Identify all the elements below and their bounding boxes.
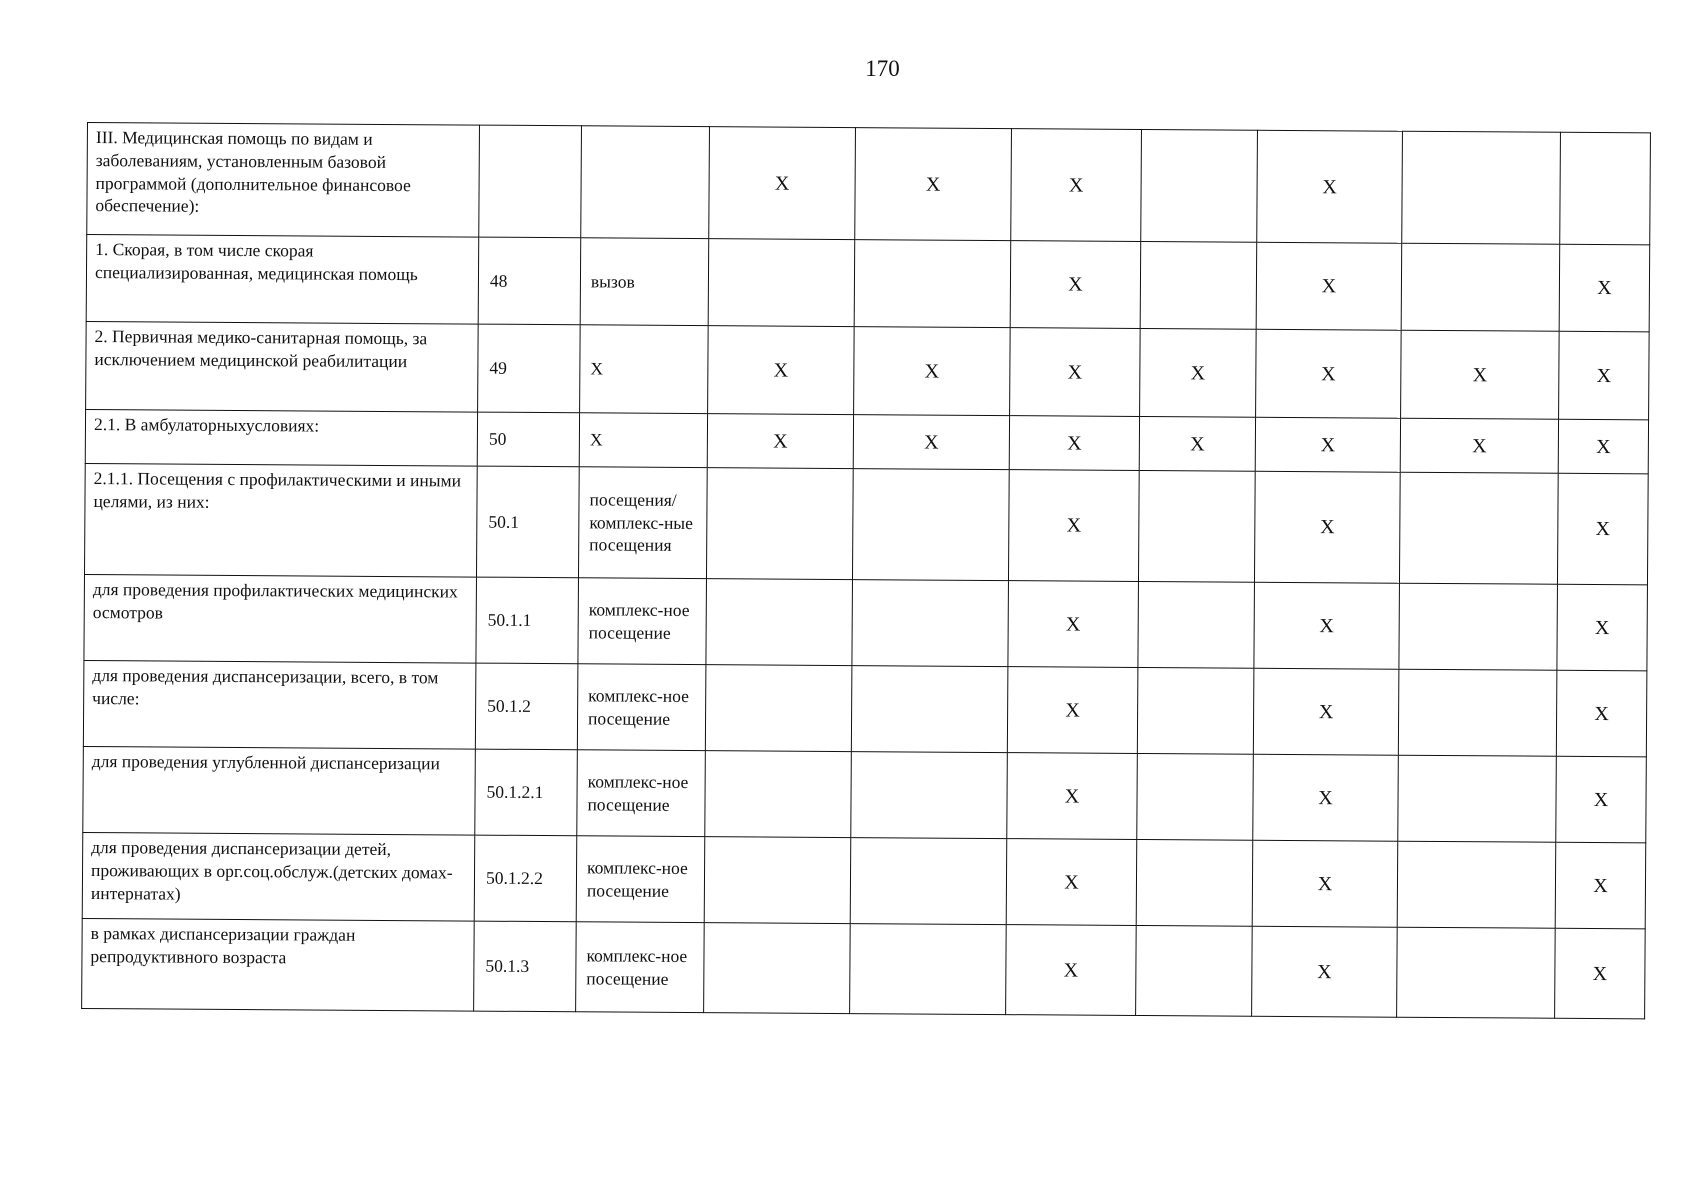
page-number: 170	[865, 56, 900, 81]
mark-cell: Х	[1254, 582, 1400, 669]
mark-cell: Х	[1401, 330, 1560, 419]
row-unit-cell: вызов	[580, 238, 709, 326]
row-name-cell: в рамках диспансеризации граждан репродуктивного возраста	[82, 918, 475, 1011]
mark-cell: Х	[1006, 839, 1137, 926]
row-code-cell: 50.1	[476, 466, 579, 578]
row-unit-cell: комплекс-ное посещение	[576, 836, 705, 923]
row-name-cell: для проведения диспансеризации, всего, в том числе:	[83, 660, 476, 749]
mark-cell	[1560, 132, 1651, 245]
table-row	[86, 321, 1650, 419]
row-unit-cell: комплекс-ное посещение	[578, 578, 707, 665]
row-code-cell: 48	[478, 237, 581, 325]
mark-cell: Х	[1557, 584, 1648, 671]
mark-cell	[706, 579, 853, 666]
mark-cell	[704, 923, 851, 1014]
mark-cell: Х	[707, 414, 853, 469]
mark-cell	[1401, 243, 1560, 331]
row-unit-cell: комплекс-ное посещение	[577, 664, 706, 751]
mark-cell	[852, 469, 1009, 581]
table-row	[86, 235, 1650, 332]
mark-cell: Х	[1011, 129, 1142, 242]
row-unit-cell: комплекс-ное посещение	[577, 750, 706, 837]
mark-cell	[1397, 927, 1556, 1018]
table-row	[82, 832, 1646, 928]
row-name-cell: III. Медицинская помощь по видам и заболеваниям, установленным базовой программой (дополнительное финансовое обеспечение):	[87, 123, 480, 238]
mark-cell	[1136, 925, 1253, 1016]
mark-cell: Х	[1252, 926, 1398, 1017]
table-row	[83, 746, 1647, 842]
mark-cell	[1138, 470, 1255, 582]
mark-cell	[851, 752, 1008, 839]
mark-cell: Х	[1008, 470, 1139, 582]
mark-cell: Х	[1007, 667, 1138, 754]
row-code-cell: 49	[478, 324, 581, 413]
mark-cell: Х	[1255, 417, 1400, 472]
mark-cell: Х	[708, 326, 855, 415]
mark-cell: Х	[1555, 842, 1646, 929]
row-unit-cell: комплекс-ное посещение	[576, 922, 705, 1013]
row-name-cell: 2.1. В амбулаторныхусловиях:	[85, 409, 477, 466]
mark-cell: Х	[1010, 328, 1141, 417]
row-name-cell: для проведения диспансеризации детей, проживающих в орг.соц.обслуж.(детских домах-интернатах)	[82, 832, 475, 921]
mark-cell	[1137, 753, 1254, 840]
row-unit-cell	[581, 126, 710, 239]
mark-cell: Х	[1008, 581, 1139, 668]
mark-cell: Х	[1253, 668, 1399, 755]
mark-cell: Х	[1010, 241, 1141, 329]
mark-cell: Х	[1009, 416, 1139, 471]
mark-cell	[852, 580, 1009, 667]
mark-cell	[1397, 841, 1556, 928]
mark-cell: Х	[1400, 418, 1558, 473]
mark-cell	[708, 239, 855, 327]
row-code-cell: 50	[477, 412, 579, 467]
table-row	[83, 660, 1647, 756]
mark-cell: Х	[853, 415, 1009, 470]
mark-cell	[1137, 667, 1254, 754]
mark-cell	[705, 751, 852, 838]
mark-cell: Х	[1556, 670, 1647, 757]
mark-cell: Х	[1559, 244, 1650, 332]
mark-cell: Х	[1140, 328, 1257, 417]
mark-cell: Х	[1252, 840, 1398, 927]
mark-cell: Х	[1139, 416, 1255, 471]
mark-cell: Х	[855, 128, 1012, 241]
table-row	[82, 918, 1646, 1018]
mark-cell: Х	[1556, 756, 1647, 843]
row-name-cell: для проведения профилактических медицинских осмотров	[84, 574, 477, 663]
mark-cell	[1398, 669, 1557, 756]
mark-cell: Х	[1555, 928, 1646, 1019]
mark-cell	[854, 240, 1011, 328]
row-name-cell: 2.1.1. Посещения с профилактическими и иными целями, из них:	[84, 463, 477, 577]
row-code-cell: 50.1.3	[474, 921, 577, 1012]
row-code-cell: 50.1.2	[475, 663, 578, 750]
mark-cell: Х	[1558, 419, 1648, 474]
row-name-cell: 2. Первичная медико-санитарная помощь, за исключением медицинской реабилитации	[86, 321, 479, 412]
table-row	[87, 123, 1651, 245]
mark-cell: Х	[1254, 471, 1400, 583]
mark-cell	[1141, 129, 1258, 242]
row-code-cell: 50.1.2.2	[474, 835, 577, 922]
mark-cell	[850, 924, 1007, 1015]
row-code-cell: 50.1.1	[476, 577, 579, 664]
row-code-cell	[479, 125, 582, 238]
mark-cell	[1138, 581, 1255, 668]
mark-cell	[705, 665, 852, 752]
mark-cell: Х	[709, 127, 856, 240]
row-name-cell: 1. Скорая, в том числе скорая специализированная, медицинская помощь	[86, 235, 479, 325]
mark-cell	[850, 838, 1007, 925]
mark-cell	[1398, 755, 1557, 842]
row-unit-cell: Х	[579, 413, 707, 468]
row-name-cell: для проведения углубленной диспансеризации	[83, 746, 476, 835]
mark-cell	[1399, 472, 1558, 584]
mark-cell	[851, 666, 1008, 753]
mark-cell: Х	[1257, 130, 1403, 243]
mark-cell	[704, 837, 851, 924]
mark-cell: Х	[1256, 242, 1402, 330]
mark-cell: Х	[1007, 753, 1138, 840]
row-unit-cell: Х	[580, 325, 709, 414]
data-table	[81, 122, 1651, 1019]
mark-cell: Х	[1253, 754, 1399, 841]
mark-cell	[706, 468, 853, 580]
mark-cell	[1402, 131, 1561, 244]
mark-cell: Х	[1006, 925, 1137, 1016]
mark-cell: Х	[1559, 331, 1650, 420]
mark-cell: Х	[1557, 473, 1648, 585]
mark-cell	[1136, 839, 1253, 926]
row-unit-cell: посещения/ комплекс-ные посещения	[578, 467, 707, 579]
mark-cell: Х	[854, 327, 1011, 416]
mark-cell: Х	[1256, 329, 1402, 418]
table-row	[84, 463, 1648, 584]
mark-cell	[1399, 583, 1558, 670]
row-code-cell: 50.1.2.1	[475, 749, 578, 836]
mark-cell	[1140, 241, 1257, 329]
table-row	[84, 574, 1648, 670]
